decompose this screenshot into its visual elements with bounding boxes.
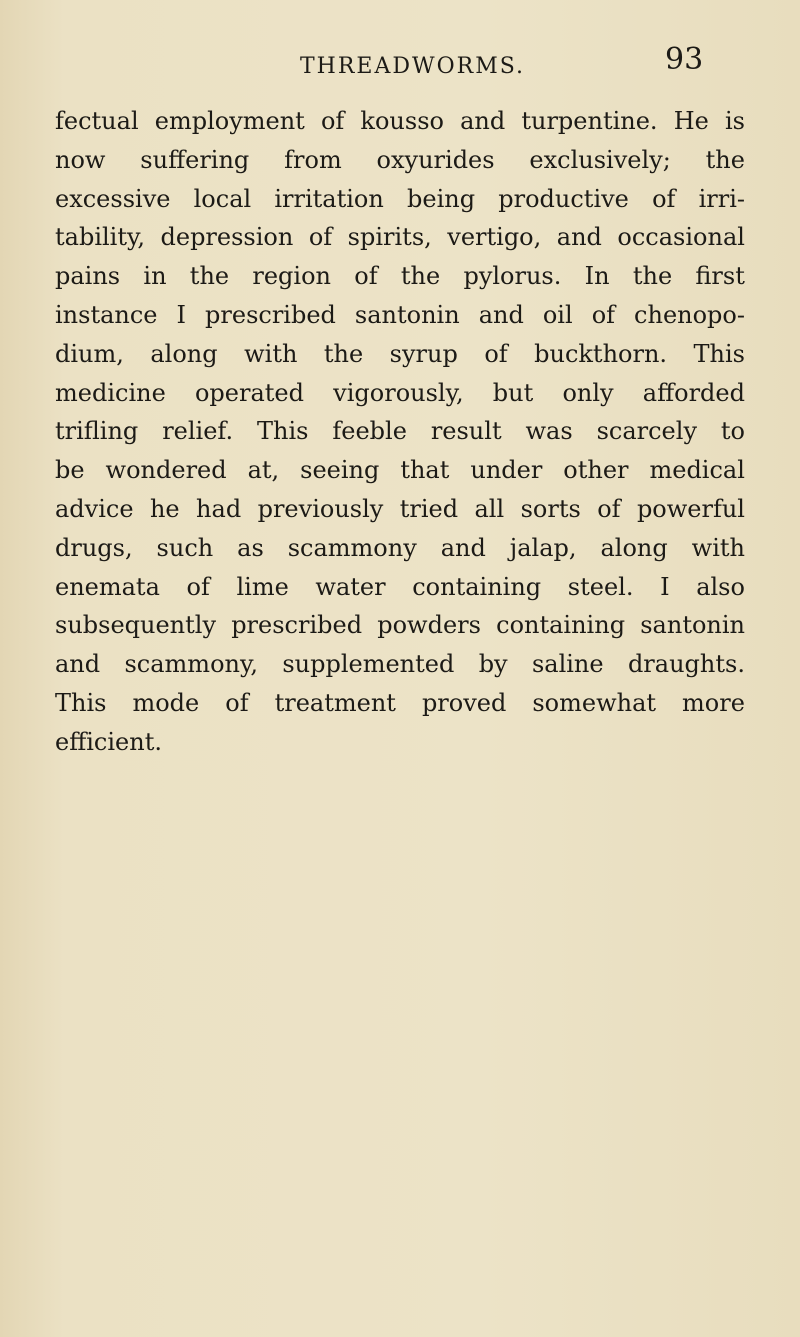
- text-line: instance I prescribed santonin and oil of chenopo-: [55, 300, 745, 329]
- text-line: trifling relief. This feeble result was scarcely to: [55, 417, 745, 446]
- text-line: advice he had previously tried all sorts of powerful: [55, 494, 745, 523]
- text-line: dium, along with the syrup of buckthorn. This: [55, 339, 745, 368]
- text-line: drugs, such as scammony and jalap, along with: [55, 533, 745, 562]
- text-line: efficient.: [55, 727, 162, 756]
- text-line: and scammony, supplemented by saline draughts.: [55, 650, 745, 679]
- body-text: [55, 102, 745, 762]
- text-line: excessive local irritation being productive of irri-: [55, 184, 745, 213]
- text-line: subsequently prescribed powders containing santonin: [55, 611, 745, 640]
- text-line: tability, depression of spirits, vertigo, and occasional: [55, 223, 745, 252]
- text-line: enemata of lime water containing steel. I also: [55, 572, 745, 601]
- text-line: now suffering from oxyurides exclusively; the: [55, 145, 745, 174]
- text-line: This mode of treatment proved somewhat more: [55, 688, 745, 717]
- text-line: be wondered at, seeing that under other medical: [55, 456, 745, 485]
- page-number: 93: [665, 42, 704, 77]
- running-title: THREADWORMS.: [300, 54, 526, 79]
- text-line: fectual employment of kousso and turpentine. He is: [55, 107, 745, 135]
- text-line: pains in the region of the pylorus. In the first: [55, 262, 745, 291]
- text-line: medicine operated vigorously, but only afforded: [55, 378, 745, 407]
